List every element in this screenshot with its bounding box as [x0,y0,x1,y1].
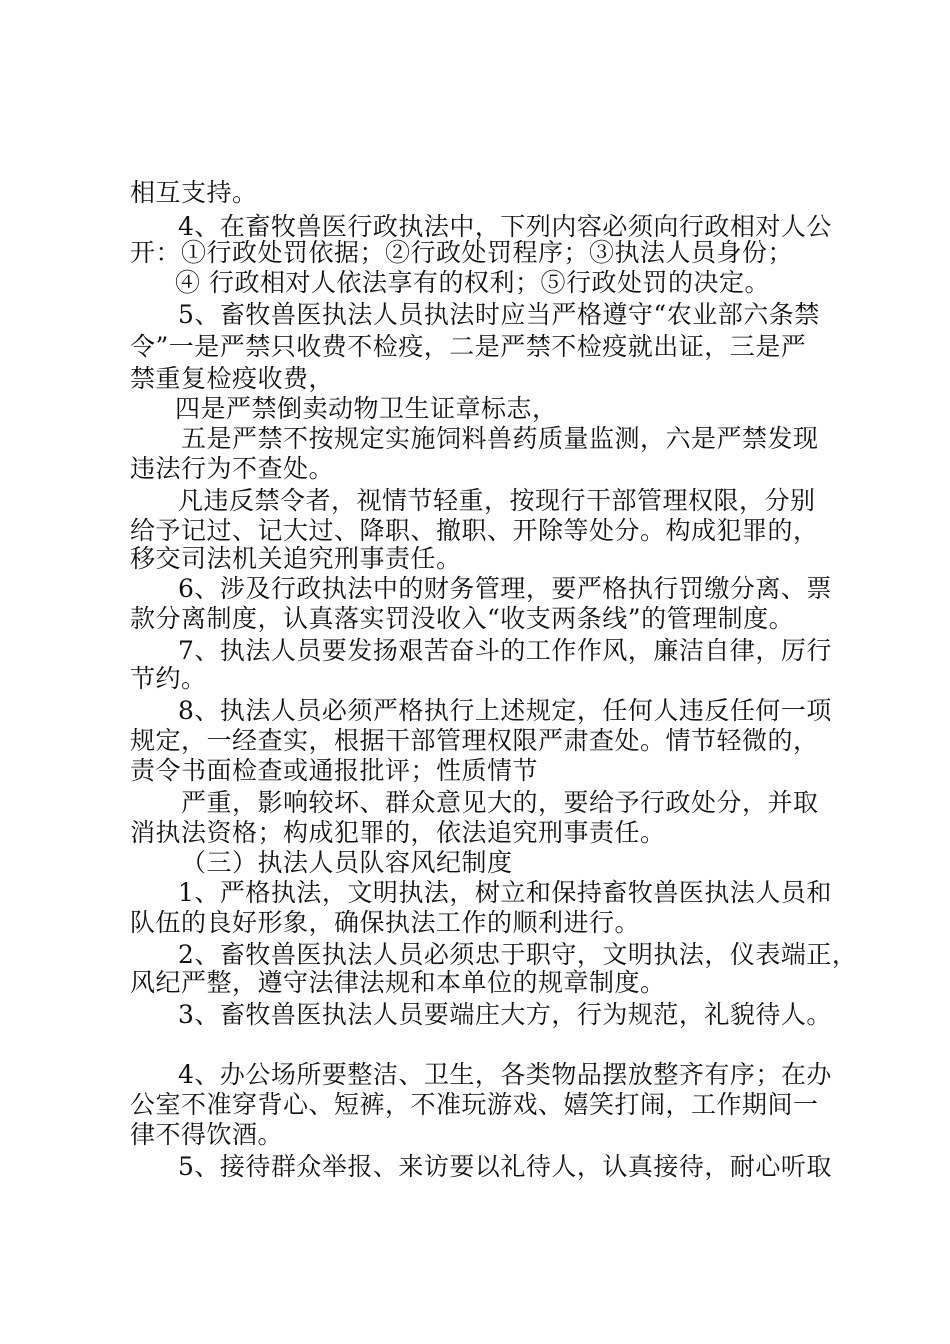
text-line: 五是严禁不按规定实施饲料兽药质量监测，六是严禁发现 [181,424,819,453]
text-line: 节约。 [130,664,207,693]
text-line: 2、畜牧兽医执法人员必须忠于职守，文明执法，仪表端正， [178,940,858,969]
section-heading: （三）执法人员队容风纪制度 [181,848,513,877]
text-line: 消执法资格；构成犯罪的，依法追究刑事责任。 [130,818,666,847]
text-line: 队伍的良好形象，确保执法工作的顺利进行。 [130,908,641,937]
text-line: ④ 行政相对人依法享有的权利；⑤行政处罚的决定。 [175,268,770,297]
text-line: 令”一是严禁只收费不检疫，二是严禁不检疫就出证，三是严 [130,332,807,361]
text-line: 8、执法人员必须严格执行上述规定，任何人违反任何一项 [178,696,832,725]
text-line: 公室不准穿背心、短裤，不准玩游戏、嬉笑打闹，工作期间一 [130,1090,819,1119]
text-line: 5、接待群众举报、来访要以礼待人，认真接待，耐心听取 [178,1152,832,1181]
text-line: 规定，一经查实，根据干部管理权限严肃查处。情节轻微的， [130,726,819,755]
text-line: 凡违反禁令者，视情节轻重，按现行干部管理权限，分别 [178,486,816,515]
text-line: 开：①行政处罚依据；②行政处罚程序；③执法人员身份； [130,238,794,267]
text-line: 四是严禁倒卖动物卫生证章标志， [175,394,558,423]
text-line: 违法行为不查处。 [130,454,335,483]
text-line: 风纪严整，遵守法律法规和本单位的规章制度。 [130,968,666,997]
text-line: 禁重复检疫收费， [130,364,335,393]
text-line: 款分离制度，认真落实罚没收入“收支两条线”的管理制度。 [130,604,795,633]
text-line: 5、畜牧兽医执法人员执法时应当严格遵守“农业部六条禁 [178,300,820,329]
text-line: 1、严格执法，文明执法，树立和保持畜牧兽医执法人员和 [178,878,832,907]
text-line: 3、畜牧兽医执法人员要端庄大方，行为规范，礼貌待人。 [178,1000,832,1029]
text-line: 严重，影响较坏、群众意见大的，要给予行政处分，并取 [181,788,819,817]
text-line: 6、涉及行政执法中的财务管理，要严格执行罚缴分离、票 [178,574,832,603]
text-line: 4、在畜牧兽医行政执法中，下列内容必须向行政相对人公 [178,212,832,241]
text-line: 责令书面检查或通报批评；性质情节 [130,756,539,785]
text-line: 4、办公场所要整洁、卫生，各类物品摆放整齐有序；在办 [178,1060,832,1089]
text-line: 7、执法人员要发扬艰苦奋斗的工作作风，廉洁自律，厉行 [178,636,832,665]
text-line: 律不得饮酒。 [130,1120,284,1149]
text-line: 移交司法机关追究刑事责任。 [130,544,462,573]
text-line: 相互支持。 [130,178,258,207]
text-line: 给予记过、记大过、降职、撤职、开除等处分。构成犯罪的， [130,516,819,545]
